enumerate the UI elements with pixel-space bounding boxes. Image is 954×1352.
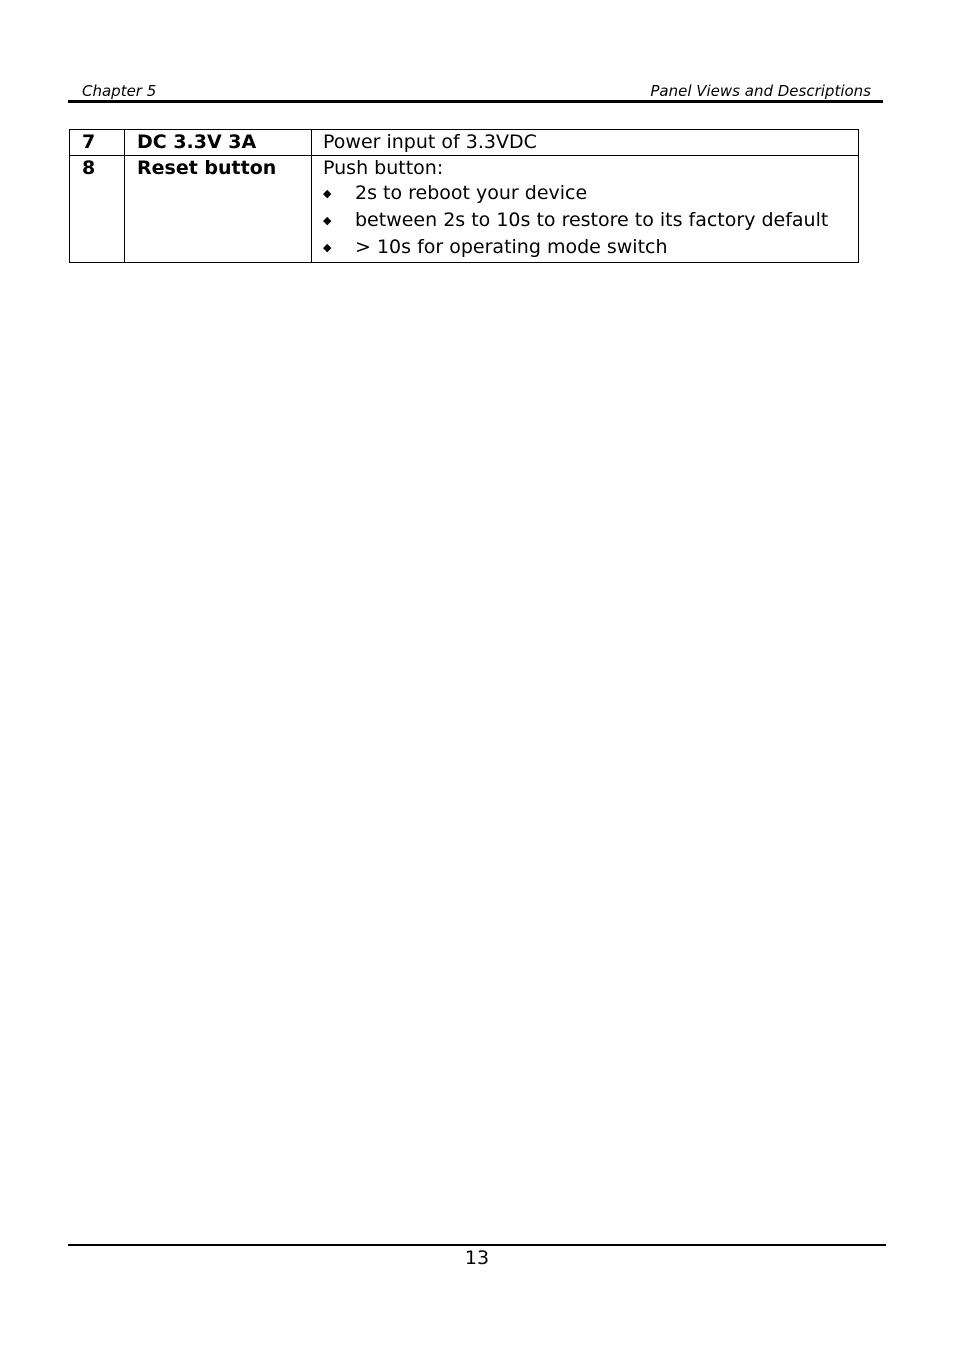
header-chapter: Chapter 5: [82, 82, 157, 100]
description-text: Push button:: [323, 157, 444, 179]
row-description: [312, 156, 859, 263]
page-number: 13: [464, 1247, 490, 1269]
bullet-item: [323, 235, 858, 262]
header-divider: [68, 100, 883, 103]
panel-description-table: [69, 129, 859, 263]
row-number: 7: [70, 130, 125, 156]
bullet-item: [323, 208, 858, 235]
row-number: 8: [70, 156, 125, 263]
bullet-text: 2s to reboot your device: [355, 182, 588, 204]
description-text: Power input of 3.3VDC: [323, 131, 537, 153]
diamond-bullet-icon: ◆: [323, 214, 332, 227]
header-section-title: Panel Views and Descriptions: [650, 82, 871, 100]
footer-divider: [68, 1244, 886, 1246]
bullet-text: between 2s to 10s to restore to its factory default: [355, 209, 829, 231]
bullet-text: > 10s for operating mode switch: [355, 236, 668, 258]
bullet-item: [323, 181, 858, 208]
table-row: [70, 130, 859, 156]
row-description: [312, 130, 859, 156]
row-item-name: DC 3.3V 3A: [125, 130, 312, 156]
row-item-name: Reset button: [125, 156, 312, 263]
diamond-bullet-icon: ◆: [323, 187, 332, 200]
table-row: [70, 156, 859, 263]
diamond-bullet-icon: ◆: [323, 241, 332, 254]
